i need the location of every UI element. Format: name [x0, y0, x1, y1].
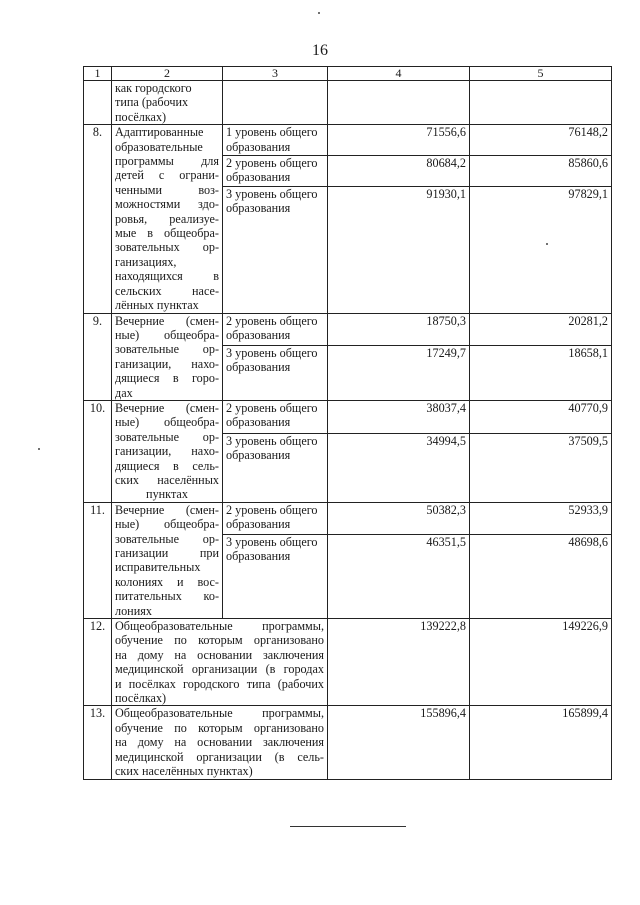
header-col-1: 1: [84, 67, 112, 81]
row-description: Вечерние (смен- ные) общеобра- зовательные ор- ганизации, нахо- дящиеся в горо- дах: [112, 313, 223, 400]
education-level: 3 уровень общего образования: [223, 433, 328, 502]
education-level: 2 уровень общего образования: [223, 502, 328, 534]
value-col-5: 85860,6: [470, 155, 612, 186]
value-col-4: 46351,5: [328, 535, 470, 619]
education-level: 1 уровень общего образования: [223, 125, 328, 156]
row-number: 11.: [84, 502, 112, 618]
row-number: 9.: [84, 313, 112, 400]
footer-divider: [290, 826, 406, 827]
row-description: Вечерние (смен- ные) общеобра- зовательные ор- ганизации, нахо- дящиеся в сель- ских населённых пунктах: [112, 400, 223, 502]
value-col-4: 155896,4: [328, 706, 470, 779]
row-description: как городского типа (рабочих посёлках): [112, 81, 223, 125]
value-col-5: 48698,6: [470, 535, 612, 619]
value-col-5: 76148,2: [470, 125, 612, 156]
header-col-4: 4: [328, 67, 470, 81]
row-number: 12.: [84, 619, 112, 706]
value-col-4: 50382,3: [328, 502, 470, 534]
table-row-continuation: [84, 81, 612, 125]
value-col-5: 40770,9: [470, 400, 612, 433]
table-row: [84, 125, 612, 156]
value-col-5: 52933,9: [470, 502, 612, 534]
value-col-5: 18658,1: [470, 345, 612, 400]
row-number: [84, 81, 112, 125]
scan-speck: [38, 448, 40, 450]
header-col-3: 3: [223, 67, 328, 81]
education-level: 2 уровень общего образования: [223, 400, 328, 433]
value-col-5: 37509,5: [470, 433, 612, 502]
value-col-4: 17249,7: [328, 345, 470, 400]
value-col-4: 91930,1: [328, 186, 470, 313]
value-col-4: 80684,2: [328, 155, 470, 186]
row-description: Общеобразовательные программы, обучение по которым организовано на дому на основании заключения медицинской организации (в городах и посёлках городского типа (рабочих посёлках): [112, 619, 328, 706]
row-description: Вечерние (смен- ные) общеобра- зовательные ор- ганизации при исправительных колониях и вос- питательных ко- лониях: [112, 502, 223, 618]
row-description: Общеобразовательные программы, обучение по которым организовано на дому на основании заключения медицинской организации (в сель- ских населённых пунктах): [112, 706, 328, 779]
value-col-5: 165899,4: [470, 706, 612, 779]
value-col-4: 18750,3: [328, 313, 470, 345]
row-number: 10.: [84, 400, 112, 502]
table-row: [84, 313, 612, 345]
value-col-5: 97829,1: [470, 186, 612, 313]
value-col-4: 71556,6: [328, 125, 470, 156]
education-level: 2 уровень общего образования: [223, 313, 328, 345]
table-row: [84, 400, 612, 433]
row-number: 8.: [84, 125, 112, 313]
budget-norms-table: [83, 66, 612, 780]
value-col-4: 34994,5: [328, 433, 470, 502]
header-col-5: 5: [470, 67, 612, 81]
table-row: [84, 502, 612, 534]
education-level: 3 уровень общего образования: [223, 345, 328, 400]
header-row: [84, 67, 612, 81]
page-number: 16: [312, 42, 328, 59]
value-col-4: 139222,8: [328, 619, 470, 706]
row-number: 13.: [84, 706, 112, 779]
table-row: [84, 619, 612, 706]
education-level: 3 уровень общего образования: [223, 186, 328, 313]
value-col-4: 38037,4: [328, 400, 470, 433]
row-description: Адаптированные образовательные программы для детей с ограни- ченными воз- можностями здо- ровья, реализуе- мые в общеобра- зовательных ор- ганизациях, находящихся в сельских насе- лённых пунктах: [112, 125, 223, 313]
scan-speck: [318, 12, 320, 14]
table-row: [84, 706, 612, 779]
education-level: 2 уровень общего образования: [223, 155, 328, 186]
value-col-5: 149226,9: [470, 619, 612, 706]
value-col-5: 20281,2: [470, 313, 612, 345]
scan-speck: [546, 243, 548, 245]
header-col-2: 2: [112, 67, 223, 81]
education-level: 3 уровень общего образования: [223, 535, 328, 619]
